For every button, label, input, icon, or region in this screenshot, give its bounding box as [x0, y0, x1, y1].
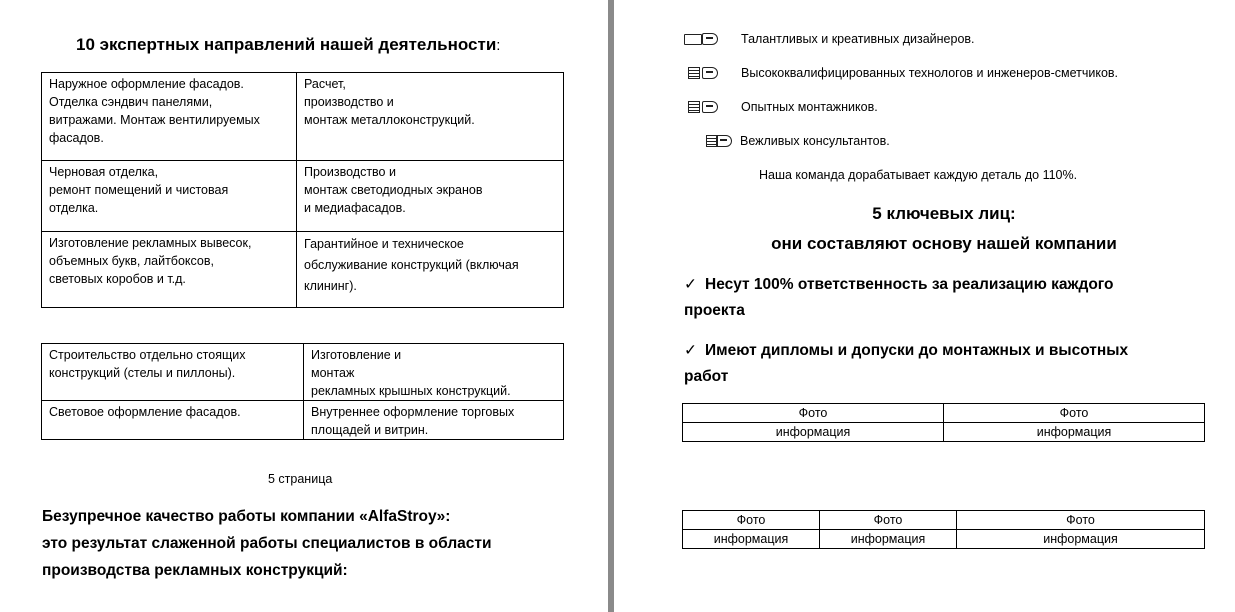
folder-hand-icon — [682, 33, 724, 45]
directions-table-1 — [41, 72, 564, 308]
info-cell: информация — [683, 530, 820, 549]
table-cell: Черновая отделка, ремонт помещений и чистовая отделка. — [42, 161, 297, 232]
table-row — [42, 232, 564, 308]
photo-table-2 — [682, 510, 1205, 549]
photo-placeholder: Фото — [957, 511, 1205, 530]
table-cell: Гарантийное и техническое обслуживание конструкций (включая клининг). — [297, 232, 564, 308]
table-cell: Расчет, производство и монтаж металлоконструкций. — [297, 73, 564, 161]
table-cell: Строительство отдельно стоящих конструкций (стелы и пиллоны). — [42, 344, 304, 401]
check-item: ✓ Имеют дипломы и допуски до монтажных и высотных работ — [684, 342, 1129, 385]
info-cell: информация — [683, 423, 944, 442]
directions-title: 10 экспертных направлений нашей деятельности: — [76, 35, 501, 54]
quality-statement: Безупречное качество работы компании «AlfaStroy»: это результат слаженной работы специалистов в области производства рекламных конструкций: — [42, 508, 492, 579]
photo-table-1 — [682, 403, 1205, 442]
left-page — [0, 0, 608, 612]
check-item: ✓ Несут 100% ответственность за реализацию каждого проекта — [684, 276, 1114, 319]
photo-placeholder: Фото — [944, 404, 1205, 423]
team-item: Высококвалифицированных технологов и инженеров-сметчиков. — [682, 66, 1118, 80]
table-row — [683, 511, 1205, 530]
right-page — [614, 0, 1235, 612]
team-item: Вежливых консультантов. — [700, 134, 890, 148]
table-cell: Внутреннее оформление торговых площадей и витрин. — [304, 401, 564, 440]
photo-placeholder: Фото — [683, 404, 944, 423]
table-row — [42, 73, 564, 161]
table-row — [42, 401, 564, 440]
document-hand-icon — [700, 135, 738, 147]
page-number: 5 страница — [268, 472, 333, 486]
table-row — [42, 161, 564, 232]
info-cell: информация — [944, 423, 1205, 442]
table-cell: Световое оформление фасадов. — [42, 401, 304, 440]
photo-placeholder: Фото — [683, 511, 820, 530]
table-row — [42, 344, 564, 401]
table-row — [683, 423, 1205, 442]
team-note: Наша команда дорабатывает каждую деталь до 110%. — [759, 168, 1078, 182]
document-hand-icon — [682, 101, 724, 113]
key-people-title: 5 ключевых лиц: они составляют основу нашей компании — [771, 204, 1117, 253]
document-hand-icon — [682, 67, 724, 79]
team-item: Опытных монтажников. — [682, 100, 878, 114]
team-item: Талантливых и креативных дизайнеров. — [682, 32, 975, 46]
info-cell: информация — [957, 530, 1205, 549]
photo-placeholder: Фото — [820, 511, 957, 530]
table-cell: Наружное оформление фасадов. Отделка сэндвич панелями, витражами. Монтаж вентилируемых фасадов. — [42, 73, 297, 161]
table-cell: Изготовление рекламных вывесок, объемных букв, лайтбоксов, световых коробов и т.д. — [42, 232, 297, 308]
info-cell: информация — [820, 530, 957, 549]
table-row — [683, 530, 1205, 549]
table-row — [683, 404, 1205, 423]
table-cell: Изготовление и монтаж рекламных крышных конструкций. — [304, 344, 564, 401]
checkmark-icon: ✓ — [684, 276, 697, 293]
table-cell: Производство и монтаж светодиодных экранов и медиафасадов. — [297, 161, 564, 232]
checkmark-icon: ✓ — [684, 342, 697, 359]
directions-table-2 — [41, 343, 564, 440]
